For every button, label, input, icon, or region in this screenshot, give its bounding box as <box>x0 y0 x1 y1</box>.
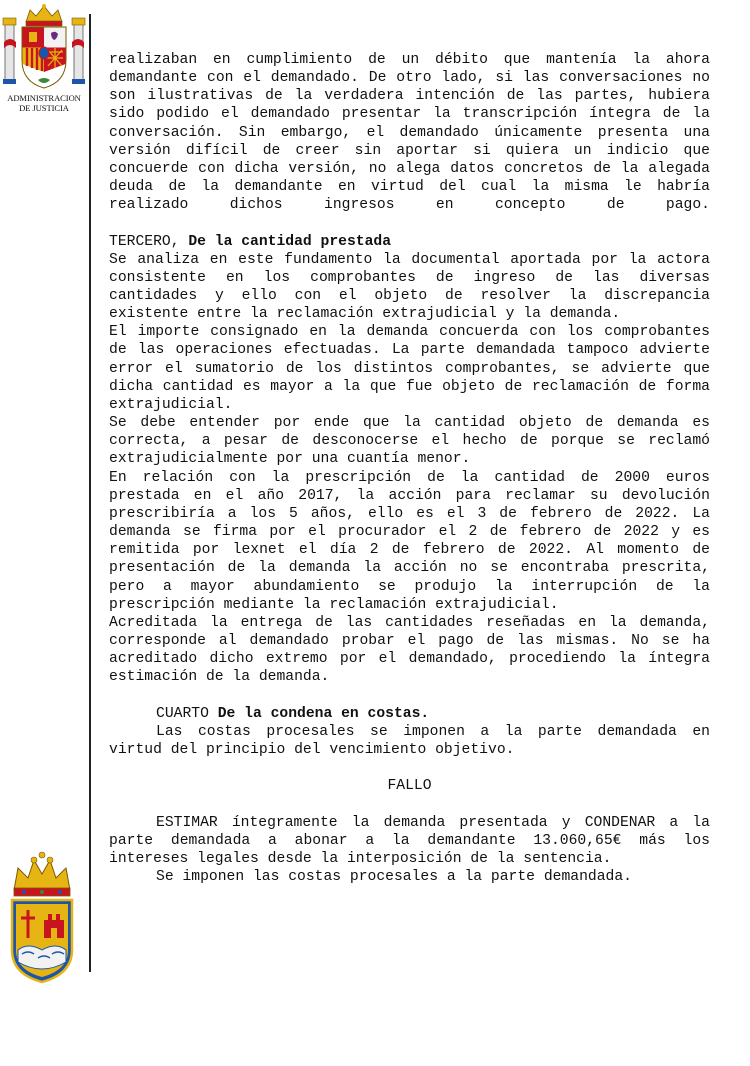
cuarto-paragraph-1: Las costas procesales se imponen a la parte demandada en virtud del principio del vencimiento objetivo. <box>109 723 710 758</box>
tercero-paragraph-5: Acreditada la entrega de las cantidades reseñadas en la demanda, corresponde al demandado probar el pago de las mismas. No se ha acreditado dicho extremo por el demandado, procediendo la íntegra estimación de la demanda. <box>109 614 710 686</box>
margin-rule <box>89 14 91 972</box>
section-cuarto-label: CUARTO <box>156 705 218 722</box>
section-tercero-heading <box>109 233 710 251</box>
agency-line-2: DE JUSTICIA <box>19 102 69 113</box>
tercero-paragraph-4: En relación con la prescripción de la cantidad de 2000 euros prestada en el año 2017, la acción para reclamar su devolución prescribiría a los 5 años, ello es el 3 de febrero de 2022. La demanda se firma por el procurador el 2 de febrero de 2022 y es remitida por lexnet el día 2 de febrero de 2022. Al momento de presentación de la demanda la acción no se encontraba prescrita, pero a mayor abundamiento se produjo la interrupción de la prescripción mediante la reclamación extrajudicial. <box>109 469 710 613</box>
fallo-paragraph-2: Se imponen las costas procesales a la parte demandada. <box>156 868 632 885</box>
section-tercero-title: De la cantidad prestada <box>188 233 392 250</box>
intro-paragraph: realizaban en cumplimiento de un débito que mantenía la ahora demandante con el demandado. De otro lado, si las conversaciones no son ilustrativas de la verdadera intención de las partes, hubiera sido podido el demandado presentar la transcripción íntegra de la conversación. Sin embargo, el demandado únicamente presenta una versión difícil de creer sin aportar si quiera un indicio que concuerde con dicha versión, no alega datos concretos de la alegada deuda de la demandante en virtud del cual la misma le habría realizado dichos ingresos en concepto de pago. <box>109 52 710 214</box>
spain-coat-of-arms-icon <box>2 2 86 92</box>
agency-line-1: ADMINISTRACION <box>7 93 81 103</box>
fallo-heading: FALLO <box>387 778 432 795</box>
tercero-paragraph-2: El importe consignado en la demanda concuerda con los comprobantes de las operaciones efectuadas. La parte demandada tampoco advierte error el sumatorio de los distintos comprobantes, se advierte que dicha cantidad es mayor a la que fue objeto de reclamación de forma extrajudicial. <box>109 324 710 413</box>
agency-name <box>0 94 88 113</box>
section-tercero-label: TERCERO, <box>109 233 189 250</box>
section-cuarto-heading <box>109 705 710 723</box>
document-body <box>109 51 710 886</box>
tercero-paragraph-1: Se analiza en este fundamento la documental aportada por la actora consistente en los comprobantes de ingreso de las diversas cantidades y ello con el objeto de resolver la discrepancia existente entre la reclamación extrajudicial y la demanda. <box>109 251 710 323</box>
tercero-paragraph-3: Se debe entender por ende que la cantidad objeto de demanda es correcta, a pesar de desconocerse el hecho de porque se reclamó extrajudicialmente por una cuantía menor. <box>109 415 710 468</box>
la-rioja-coat-of-arms-icon <box>8 850 76 984</box>
fallo-paragraph-1: ESTIMAR íntegramente la demanda presentada y CONDENAR a la parte demandada a abonar a la demandante 13.060,65€ más los intereses legales desde la interposición de la sentencia. <box>109 814 710 867</box>
section-cuarto-title: De la condena en costas. <box>217 705 430 722</box>
